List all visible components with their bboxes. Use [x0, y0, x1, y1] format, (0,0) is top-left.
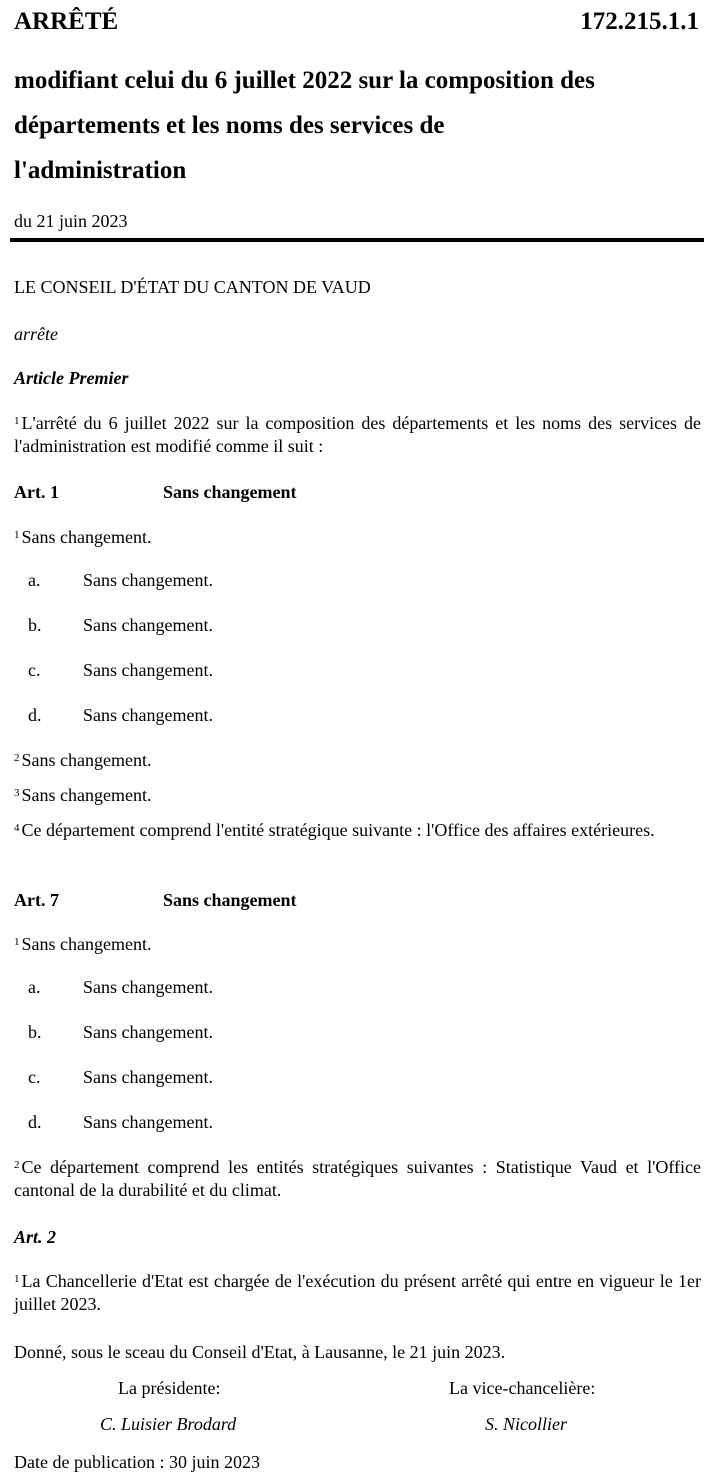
art1-item-text: Sans changement. [83, 705, 213, 725]
art1-alinea-3 [14, 784, 151, 806]
document-title: ARRÊTÉ [14, 8, 119, 35]
art1-alinea-2 [14, 749, 151, 771]
art7-item-letter: a. [28, 977, 41, 997]
alinea-number: 3 [14, 787, 20, 799]
alinea-number: 1 [14, 1273, 20, 1285]
intro-text: L'arrêté du 6 juillet 2022 sur la composition des départements et les noms des services de l'administration est modifié comme il suit : [14, 413, 701, 456]
art7-title: Sans changement [163, 890, 297, 910]
art7-alinea-2 [14, 1156, 701, 1202]
alinea-number: 2 [14, 752, 20, 764]
art1-item-letter: d. [28, 705, 42, 725]
publication-date: Date de publication : 30 juin 2023 [14, 1452, 260, 1472]
art2-heading: Art. 2 [14, 1227, 57, 1247]
alinea-text: Ce département comprend les entités stratégiques suivantes : Statistique Vaud et l'Office cantonal de la durabilité et du climat. [14, 1157, 701, 1200]
alinea-number: 2 [14, 1159, 20, 1171]
art1-alinea-1 [14, 526, 151, 548]
art1-item-letter: a. [28, 570, 41, 590]
document-subtitle [14, 58, 704, 193]
alinea-number: 1 [14, 415, 20, 427]
art7-item-text: Sans changement. [83, 977, 213, 997]
president-role: La présidente: [118, 1378, 221, 1398]
art7-number: Art. 7 [14, 890, 59, 910]
alinea-text: Sans changement. [21, 934, 152, 954]
president-name: C. Luisier Brodard [100, 1414, 237, 1434]
alinea-text: Sans changement. [21, 527, 152, 547]
document-date: du 21 juin 2023 [14, 211, 128, 231]
intro-paragraph [14, 412, 701, 458]
art1-item-text: Sans changement. [83, 660, 213, 680]
alinea-text: Ce département comprend l'entité stratégique suivante : l'Office des affaires extérieures. [21, 820, 655, 840]
decrees-word: arrête [14, 324, 58, 344]
vice-chancellor-role: La vice-chancelière: [449, 1378, 596, 1398]
issuing-authority: LE CONSEIL D'ÉTAT DU CANTON DE VAUD [14, 277, 371, 297]
art1-item-letter: b. [28, 615, 42, 635]
art2-alinea-1 [14, 1270, 701, 1316]
header-divider [10, 238, 704, 242]
art1-item-text: Sans changement. [83, 570, 213, 590]
art7-item-text: Sans changement. [83, 1022, 213, 1042]
art1-title: Sans changement [163, 482, 297, 502]
art7-item-letter: d. [28, 1112, 42, 1132]
art7-item-text: Sans changement. [83, 1067, 213, 1087]
subtitle-line: l'administration [14, 157, 187, 184]
subtitle-line: départements et les noms des services de [14, 112, 445, 139]
alinea-text: Sans changement. [21, 750, 152, 770]
alinea-number: 1 [14, 529, 20, 541]
art7-item-letter: c. [28, 1067, 41, 1087]
art7-alinea-1 [14, 933, 151, 955]
alinea-number: 4 [14, 822, 20, 834]
document-number: 172.215.1.1 [580, 8, 699, 35]
art7-item-text: Sans changement. [83, 1112, 213, 1132]
subtitle-line: modifiant celui du 6 juillet 2022 sur la composition des [14, 67, 595, 94]
alinea-number: 1 [14, 936, 20, 948]
alinea-text: Sans changement. [21, 785, 152, 805]
art1-alinea-4 [14, 819, 701, 842]
art1-number: Art. 1 [14, 482, 59, 502]
art1-item-letter: c. [28, 660, 41, 680]
alinea-text: La Chancellerie d'Etat est chargée de l'exécution du présent arrêté qui entre en vigueur le 1er juillet 2023. [14, 1271, 701, 1314]
article-premier-heading: Article Premier [14, 368, 129, 388]
art7-item-letter: b. [28, 1022, 42, 1042]
art1-item-text: Sans changement. [83, 615, 213, 635]
given-statement: Donné, sous le sceau du Conseil d'Etat, à Lausanne, le 21 juin 2023. [14, 1342, 506, 1362]
vice-chancellor-name: S. Nicollier [485, 1414, 567, 1434]
